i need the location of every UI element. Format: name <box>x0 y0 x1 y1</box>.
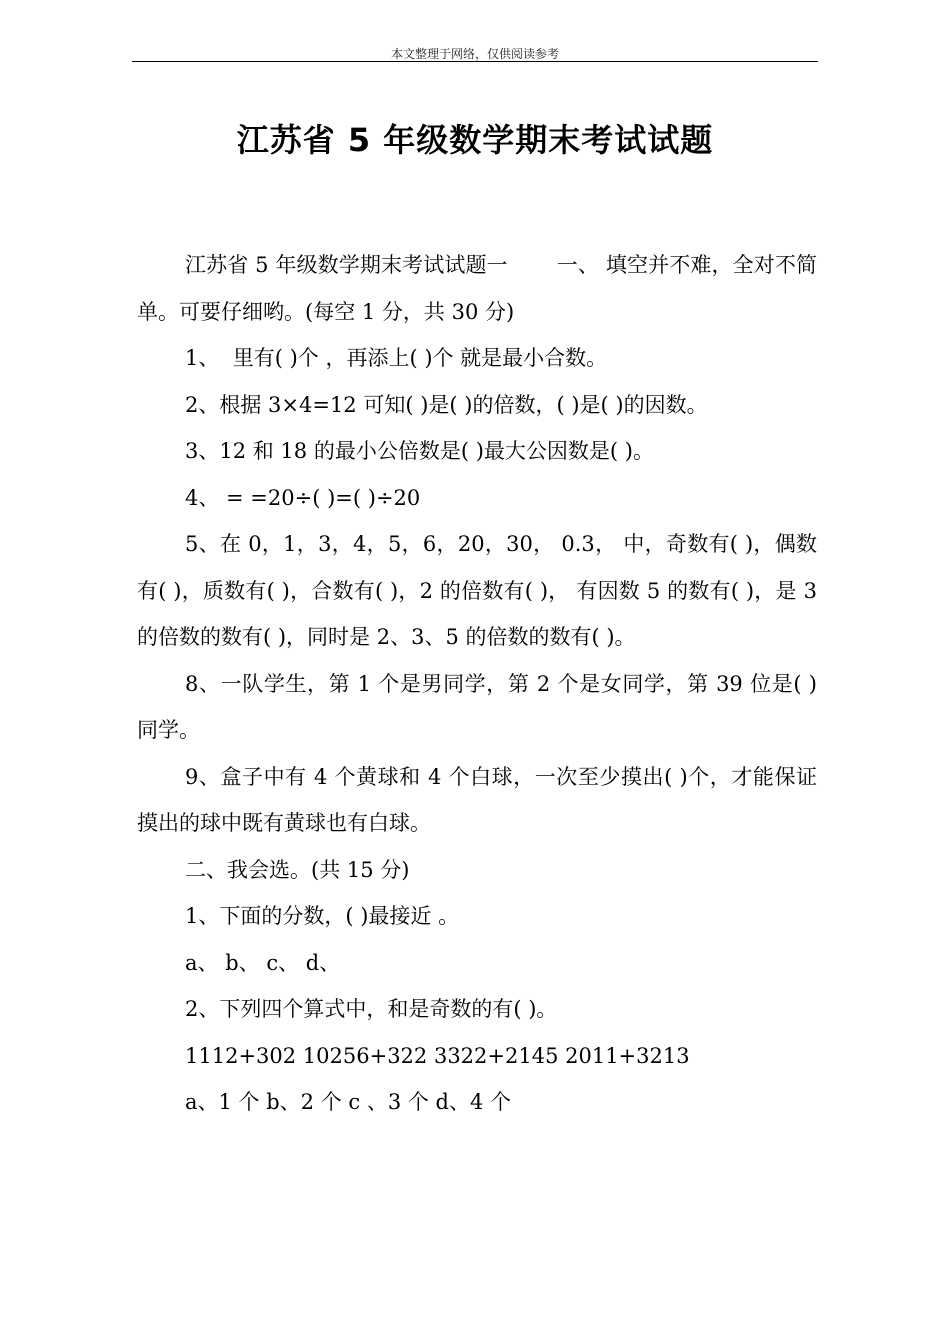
question-2-1-options: a、 b、 c、 d、 <box>185 950 341 975</box>
question-2-2-expressions: 1112+302 10256+322 3322+2145 2011+3213 <box>185 1043 690 1068</box>
question-1-9: 9、盒子中有 4 个黄球和 4 个白球，一次至少摸出( )个，才能保证摸出的球中既有黄球也有白球。 <box>137 764 817 835</box>
question-1-5: 5、在 0，1，3，4，5，6，20，30， 0.3， 中，奇数有( )，偶数有( )，质数有( )，合数有( )，2 的倍数有( )， 有因数 5 的数有( )，是 3 的倍数的数有( )，同时是 2、3、5 的倍数的数有( )。 <box>137 532 824 649</box>
header-divider <box>132 61 818 62</box>
document-title: 江苏省 5 年级数学期末考试试题 <box>236 121 714 159</box>
section-2-heading: 二、我会选。(共 15 分) <box>185 857 410 882</box>
page-header: 本文整理于网络，仅供阅读参考 <box>390 47 559 61</box>
question-1-4: 4、 = =20÷( )=( )÷20 <box>185 485 421 510</box>
question-1-3: 3、12 和 18 的最小公倍数是( )最大公因数是( )。 <box>185 439 654 463</box>
paragraph-intro: 江苏省 5 年级数学期末考试试题一 一、 填空并不难，全对不简单。可要仔细哟。(每空 1 分，共 30 分) <box>137 253 817 324</box>
question-1-8: 8、一队学生，第 1 个是男同学，第 2 个是女同学，第 39 位是( )同学。 <box>137 671 817 742</box>
question-1-1: 1、 里有( )个 ，再添上( )个 就是最小合数。 <box>185 346 608 370</box>
document-body <box>137 242 824 1126</box>
question-2-2: 2、下列四个算式中，和是奇数的有( )。 <box>185 997 558 1021</box>
question-1-2: 2、根据 3×4=12 可知( )是( )的倍数，( )是( )的因数。 <box>185 392 708 417</box>
question-2-2-options: a、1 个 b、2 个 c 、3 个 d、4 个 <box>185 1090 512 1114</box>
question-2-1: 1、下面的分数，( )最接近 。 <box>185 904 460 928</box>
